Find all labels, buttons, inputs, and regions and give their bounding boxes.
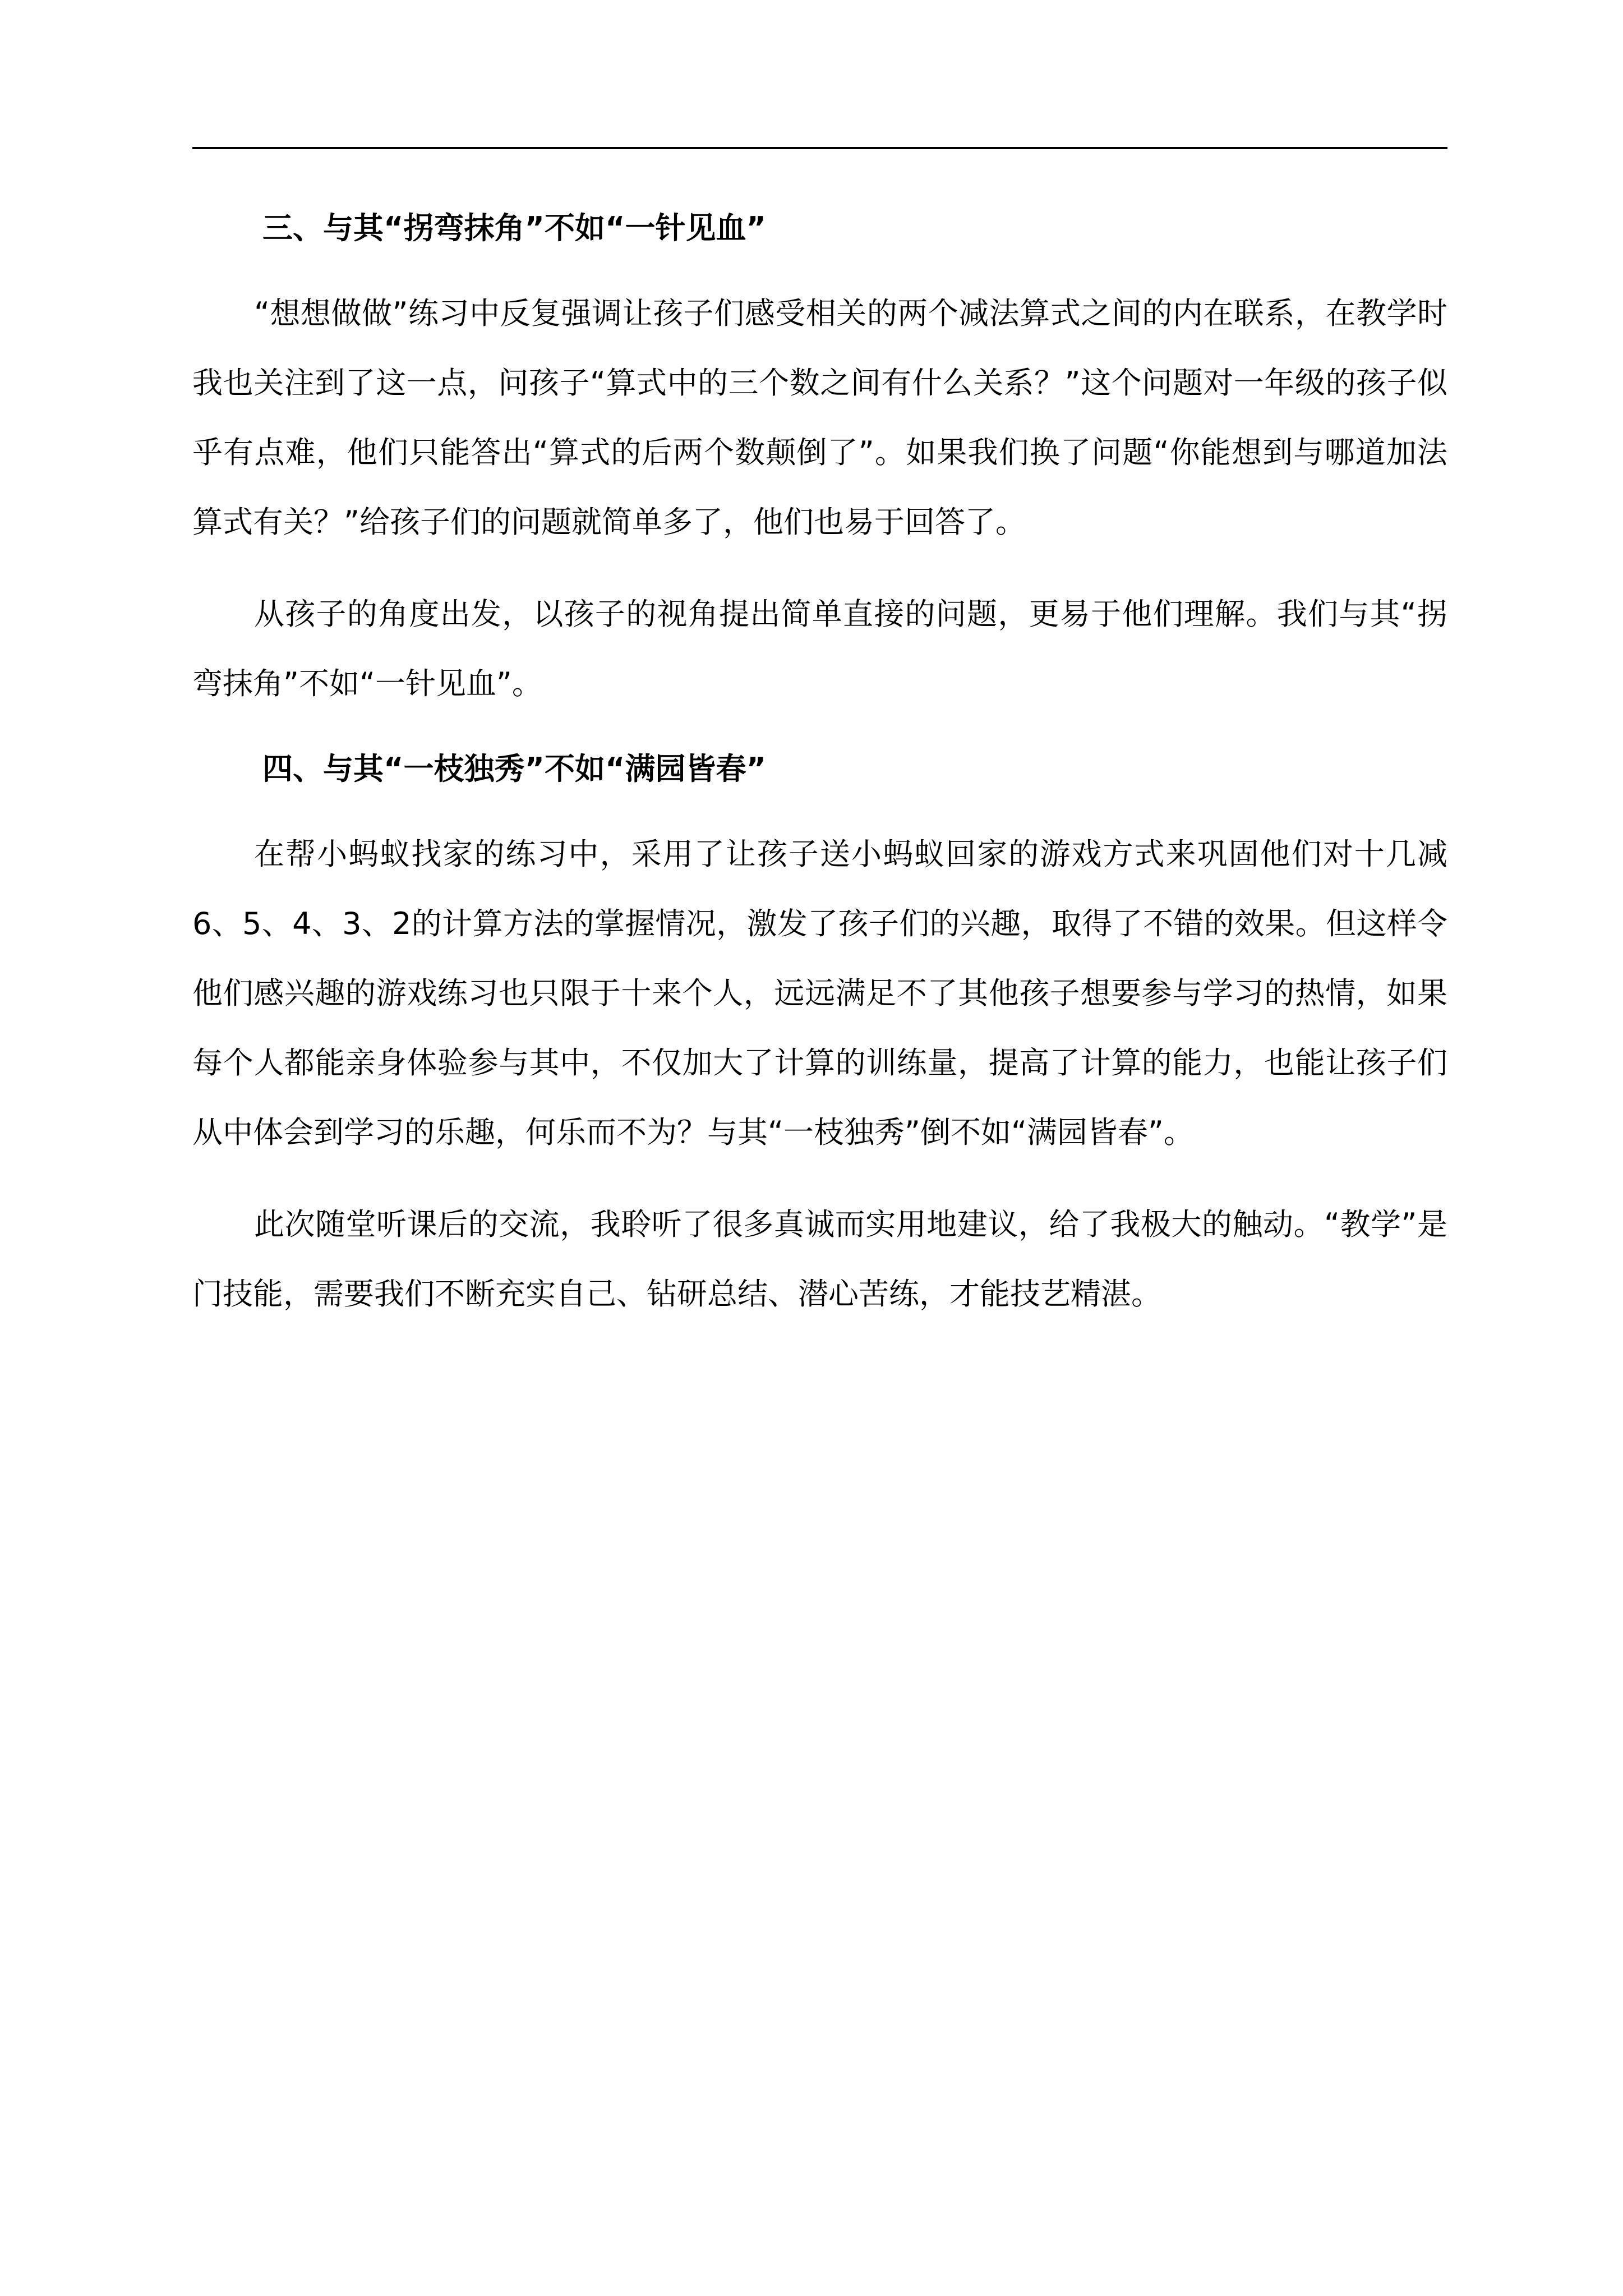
- section-heading: 三、与其“拐弯抹角”不如“一针见血”: [262, 210, 766, 246]
- paragraph: 在帮小蚂蚁找家的练习中，采用了让孩子送小蚂蚁回家的游戏方式来巩固他们对十几减6、5、4、3、2的计算方法的掌握情况，激发了孩子们的兴趣，取得了不错的效果。但这样令他们感兴趣的游戏练习也只限于十来个人，远远满足不了其他孩子想要参与学习的热情，如果每个人都能亲身体验参与其中，不仅加大了计算的训练量，提高了计算的能力，也能让孩子们从中体会到学习的乐趣，何乐而不为？与其“一枝独秀”倒不如“满园皆春”。: [192, 836, 1447, 1150]
- paragraph: 从孩子的角度出发，以孩子的视角提出简单直接的问题，更易于他们理解。我们与其“拐弯抹角”不如“一针见血”。: [192, 596, 1447, 701]
- paragraph: 此次随堂听课后的交流，我聆听了很多真诚而实用地建议，给了我极大的触动。“教学”是门技能，需要我们不断充实自己、钻研总结、潜心苦练，才能技艺精湛。: [192, 1207, 1447, 1312]
- header-rule: [192, 147, 1447, 149]
- section-3: [192, 205, 1447, 719]
- section-heading: 四、与其“一枝独秀”不如“满园皆春”: [262, 751, 766, 786]
- paragraph: “想想做做”练习中反复强调让孩子们感受相关的两个减法算式之间的内在联系，在教学时我也关注到了这一点，问孩子“算式中的三个数之间有什么关系？”这个问题对一年级的孩子似乎有点难，他们只能答出“算式的后两个数颠倒了”。如果我们换了问题“你能想到与哪道加法算式有关？”给孩子们的问题就简单多了，他们也易于回答了。: [192, 296, 1447, 540]
- document-body: [192, 205, 1447, 1329]
- section-4: [192, 746, 1447, 1329]
